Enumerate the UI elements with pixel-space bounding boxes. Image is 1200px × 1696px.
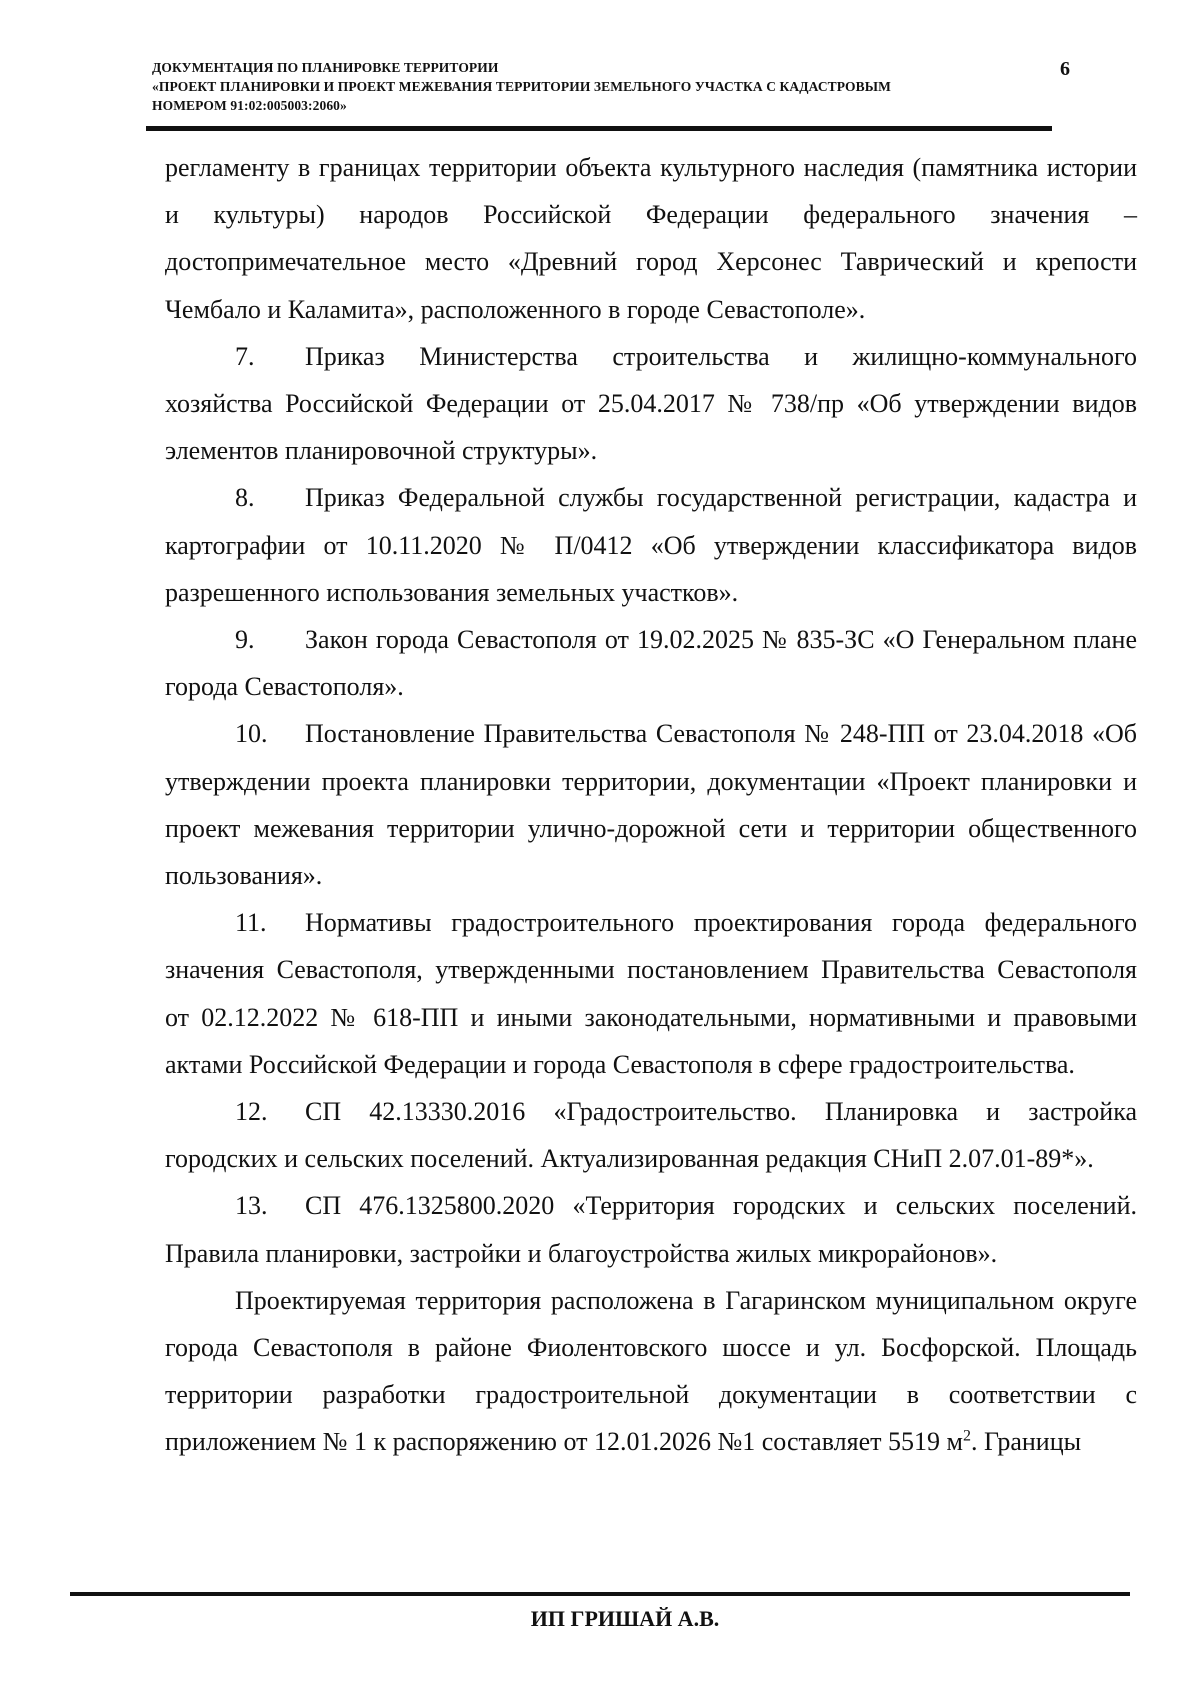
page-number: 6 [1060,58,1070,80]
header-divider [146,126,1052,131]
list-item-number: 9. [235,625,255,655]
list-item-text: Нормативы градостроительного проектирования города федерального значения Севастополя, утвержденными постановлением Правительства Севастополя от 02.12.2022 № 618-ПП и иными законодательными, нормативными и правовыми актами Российской Федерации и города Севастополя в сфере градостроительства. [165,908,1137,1079]
territory-description-tail: . Границы [970,1427,1082,1457]
document-header [152,58,1032,115]
list-item-12 [165,1088,1137,1182]
list-item-text: СП 42.13330.2016 «Градостроительство. Планировка и застройка городских и сельских поселений. Актуализированная редакция СНиП 2.07.01-89*». [165,1097,1137,1174]
continuation-paragraph: регламенту в границах территории объекта культурного наследия (памятника истории и культуры) народов Российской Федерации федерального значения – достопримечательное место «Древний город Херсонес Таврический и крепости Чембало и Каламита», расположенного в городе Севастополе». [165,153,1137,324]
list-item-7 [165,333,1137,475]
list-item-9 [165,616,1137,710]
territory-description-text: Проектируемая территория расположена в Гагаринском муниципальном округе города Севастополя в районе Фиолентовского шоссе и ул. Босфорской. Площадь территории разработки градостроительной документации в соответствии с приложением № 1 к распоряжению от 12.01.2026 №1 составляет 5519 м [165,1285,1137,1457]
territory-description-paragraph [165,1277,1137,1466]
list-item-text: Закон города Севастополя от 19.02.2025 № 835-ЗС «О Генеральном плане города Севастополя». [165,625,1137,702]
list-item-10 [165,710,1137,899]
list-item-13 [165,1182,1137,1276]
list-item-text: Приказ Федеральной службы государственной регистрации, кадастра и картографии от 10.11.2020 № П/0412 «Об утверждении классификатора видов разрешенного использования земельных участков». [165,483,1137,607]
list-item-11 [165,899,1137,1088]
document-body [165,144,1137,1466]
list-item-number: 11. [235,908,267,938]
list-item-number: 7. [235,341,255,371]
area-unit-superscript: 2 [962,1427,971,1445]
list-item-number: 8. [235,483,255,513]
footer-divider [70,1592,1130,1596]
list-item-text: СП 476.1325800.2020 «Территория городских и сельских поселений. Правила планировки, застройки и благоустройства жилых микрорайонов». [165,1191,1137,1268]
header-line-2: «ПРОЕКТ ПЛАНИРОВКИ И ПРОЕКТ МЕЖЕВАНИЯ ТЕРРИТОРИИ ЗЕМЕЛЬНОГО УЧАСТКА С КАДАСТРОВЫМ [152,79,891,94]
list-item-number: 12. [235,1097,268,1127]
list-item-number: 13. [235,1191,268,1221]
list-item-text: Постановление Правительства Севастополя № 248-ПП от 23.04.2018 «Об утверждении проекта планировки территории, документации «Проект планировки и проект межевания территории улично-дорожной сети и территории общественного пользования». [165,719,1137,891]
header-line-1: ДОКУМЕНТАЦИЯ ПО ПЛАНИРОВКЕ ТЕРРИТОРИИ [152,60,499,75]
list-item-8 [165,474,1137,616]
footer-author: ИП ГРИШАЙ А.В. [530,1606,720,1631]
header-line-3: НОМЕРОМ 91:02:005003:2060» [152,98,347,113]
list-item-text: Приказ Министерства строительства и жилищно-коммунального хозяйства Российской Федерации от 25.04.2017 № 738/пр «Об утверждении видов элементов планировочной структуры». [165,341,1137,466]
list-item-number: 10. [235,719,268,749]
